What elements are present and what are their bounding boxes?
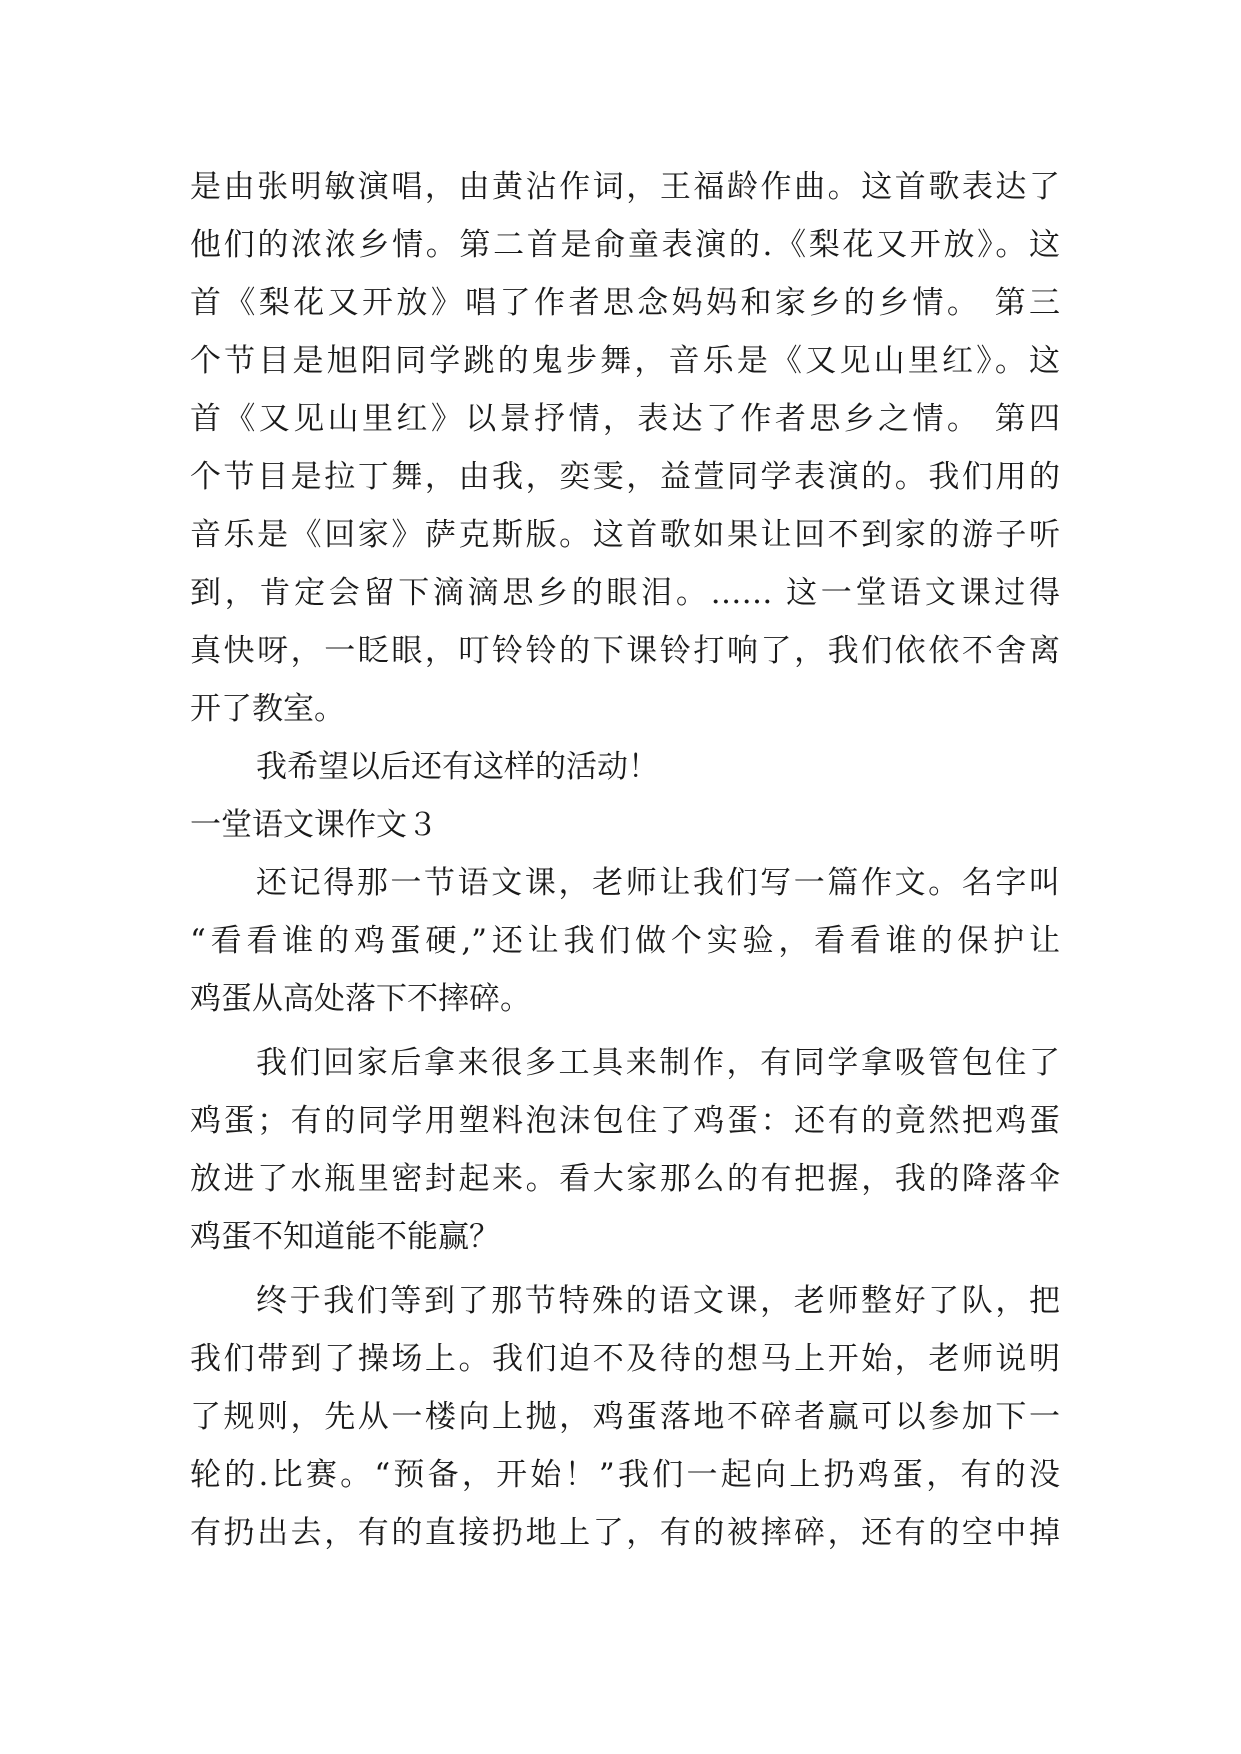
section-heading	[190, 796, 1060, 854]
text-line: 我希望以后还有这样的活动！	[256, 749, 659, 785]
text-line: 首《梨花又开放》唱了作者思念妈妈和家乡的乡情。 第三	[190, 285, 1060, 321]
text-line: 有扔出去，有的直接扔地上了，有的被摔碎，还有的空中掉	[190, 1515, 1060, 1551]
text-line: 真快呀，一眨眼，叮铃铃的下课铃打响了，我们依依不舍离	[190, 633, 1060, 669]
text-line: 我们回家后拿来很多工具来制作，有同学拿吸管包住了	[256, 1045, 1060, 1081]
paragraph-intro	[190, 854, 1060, 1028]
text-line: 是由张明敏演唱，由黄沾作词，王福龄作曲。这首歌表达了	[190, 169, 1060, 205]
paragraph-preparation	[190, 1034, 1060, 1266]
paragraph-experiment	[190, 1272, 1060, 1562]
text-line: “看看谁的鸡蛋硬,”还让我们做个实验，看看谁的保护让	[190, 923, 1060, 959]
text-line: 到，肯定会留下滴滴思乡的眼泪。…… 这一堂语文课过得	[190, 575, 1060, 611]
text-line: 鸡蛋不知道能不能赢？	[190, 1219, 500, 1255]
text-line: 放进了水瓶里密封起来。看大家那么的有把握，我的降落伞	[190, 1161, 1060, 1197]
text-line: 音乐是《回家》萨克斯版。这首歌如果让回不到家的游子听	[190, 517, 1060, 553]
text-line: 轮的.比赛。“预备，开始！”我们一起向上扔鸡蛋，有的没	[190, 1457, 1060, 1493]
text-line: 了规则，先从一楼向上抛，鸡蛋落地不碎者赢可以参加下一	[190, 1399, 1060, 1435]
essay-title: 一堂语文课作文３	[190, 807, 438, 843]
paragraph-continuation	[190, 158, 1060, 738]
text-line: 还记得那一节语文课，老师让我们写一篇作文。名字叫	[256, 865, 1060, 901]
text-line: 鸡蛋从高处落下不摔碎。	[190, 981, 531, 1017]
text-line: 我们带到了操场上。我们迫不及待的想马上开始，老师说明	[190, 1341, 1060, 1377]
text-line: 个节目是旭阳同学跳的鬼步舞，音乐是《又见山里红》。这	[190, 343, 1060, 379]
text-line: 他们的浓浓乡情。第二首是俞童表演的.《梨花又开放》。这	[190, 227, 1060, 263]
essay-text	[190, 158, 1060, 1562]
text-line: 终于我们等到了那节特殊的语文课，老师整好了队，把	[256, 1283, 1060, 1319]
text-line: 鸡蛋；有的同学用塑料泡沫包住了鸡蛋：还有的竟然把鸡蛋	[190, 1103, 1060, 1139]
paragraph-closing	[190, 738, 1060, 796]
text-line: 开了教室。	[190, 691, 345, 727]
text-line: 个节目是拉丁舞，由我，奕雯，益萱同学表演的。我们用的	[190, 459, 1060, 495]
text-line: 首《又见山里红》以景抒情，表达了作者思乡之情。 第四	[190, 401, 1060, 437]
